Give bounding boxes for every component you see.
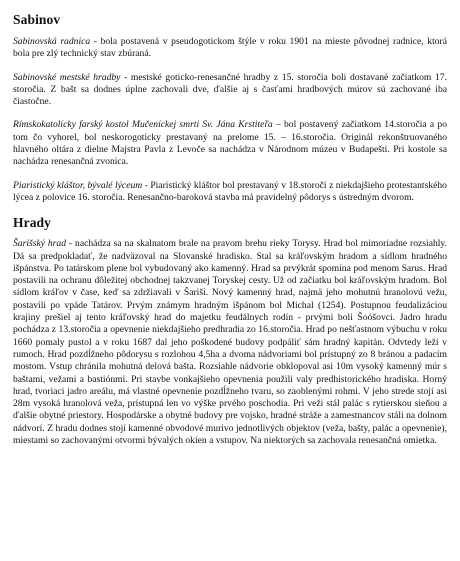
paragraph-text: - bola postavená v pseudogotickom štýle v roku 1901 na mieste pôvodnej radnice, ktorá bola pre zlý technický stav zbúraná. (13, 36, 447, 60)
paragraph-radnica (13, 36, 447, 61)
section-sabinov (13, 12, 447, 204)
paragraph-sarissky-hrad (13, 238, 447, 447)
paragraph-kostol (13, 119, 447, 168)
paragraph-text: – bol postavený začiatkom 14.storočia a po tom čo vyhorel, bol neskorogoticky prestavaný na prelome 15. – 16.storočia. Originál rekonštruovaného hlavného oltára z dielne Majstra Pavla z Levoče sa nachádza v Národnom múzeu v Budapešti. Pri kostole sa nachádza renesančná zvonica. (13, 119, 447, 168)
paragraph-lead: Šarišský hrad (13, 238, 67, 250)
section-hrady (13, 215, 447, 447)
paragraph-lead: Sabinovská radnica (13, 36, 91, 47)
paragraph-lead: Rímskokatolícky farský kostol Mučeníckej smrti Sv. Jána Krstiteľa (13, 119, 273, 131)
paragraph-text: - Piaristický kláštor bol prestavaný v 18.storočí z niekdajšieho protestantského lýcea z polovice 16. storočia. Renesančno-baroková stavba má pravidelný pôdorys s ústredným dvorom. (13, 179, 447, 203)
section-title-hrady: Hrady (13, 215, 52, 231)
paragraph-klastor (13, 180, 447, 205)
paragraph-text: - nachádza sa na skalnatom brale na pravom brehu rieky Torysy. Hrad bol mimoriadne rozsiahly. Dá sa predpokladať, že nadväzoval na Slovanské hradisko. Stal sa kráľovským hradom a sídlom hradného išpánstva. Po tatárskom plene bol vybudovaný ako kamenný. Hrad sa prvýkrát spomína pod menom Sarus. Hrad postavili na ochranu dôležitej obchodnej takzvanej Toryskej cesty. Už od začiatku bol kráľovským hradom. Bol sídlom kráľov v čase, keď sa zdržiavali v Šariši. Nový kamenný hrad, najmä jeho mohutnú hranolovú vežu, postavili po vpáde Tatárov. Prvým známym hradným išpánom bol Michal (1254). Postupnou feudalizáciou krajiny prešiel aj tento kráľovský hrad do majetku feudálnych rodín - prvými boli Šoóšovci. Jadro hradu pochádza z 13.storočia a opevnenie niekdajšieho predhradia zo 16.storočia. Hrad po nešťastnom výbuchu v roku 1660 pomaly pustol a v roku 1687 dal jeho poškodené budovy podpáliť sám hradný kapitán. Odvtedy leží v rumoch. Hrad pozdĺžneho pôdorysu s rozlohou 4,5ha a dvoma nádvoriami bol prístupný zo 8 bránou a padacím mostom. Vstup chránila mohutná delová bašta. Rozsiahle nádvorie obklopoval asi 10m vysoký kamenný múr s baštami, vežami a bastiónmi. Pri stavbe vonkajšieho opevnenia použili valy predhistorického hradiska. Horný hrad, tvoriaci jadro areálu, má vlastné opevnenie pozdĺžneho tvaru, so zaoblenými rohmi. V jeho strede stojí asi 28m vysoká hranolová veža, prístupná len vo výške prvého poschodia. Pri veži stál palác s rytierskou sieňou a ďalšie obytné priestory. Hospodárske a obytné budovy pre vojsko, hradné stráže a zamestnancov stáli na dolnom nádvorí. Z hradu dodnes stojí kamenné obvodové murivo jednotlivých objektov (veža, bašty, palác a opevnenie), miestami so zachovanými otvormi bývalých okien a vstupov. Na niektorých sa zachovala renesančná omietka. (13, 238, 447, 447)
paragraph-lead: Piaristický kláštor, bývalé lýceum (13, 179, 143, 191)
paragraph-text: - mestské goticko-renesančné hradby z 15. storočia boli dostavané začiatkom 17. storočia. Z bašt sa dodnes úplne zachovali dve, ďalšie aj s časťami hradbových múrov sú zachované iba čiastočne. (13, 71, 447, 108)
section-title-sabinov: Sabinov (13, 12, 61, 27)
paragraph-hradby (13, 72, 447, 109)
paragraph-lead: Sabinovské mestské hradby (13, 71, 121, 83)
